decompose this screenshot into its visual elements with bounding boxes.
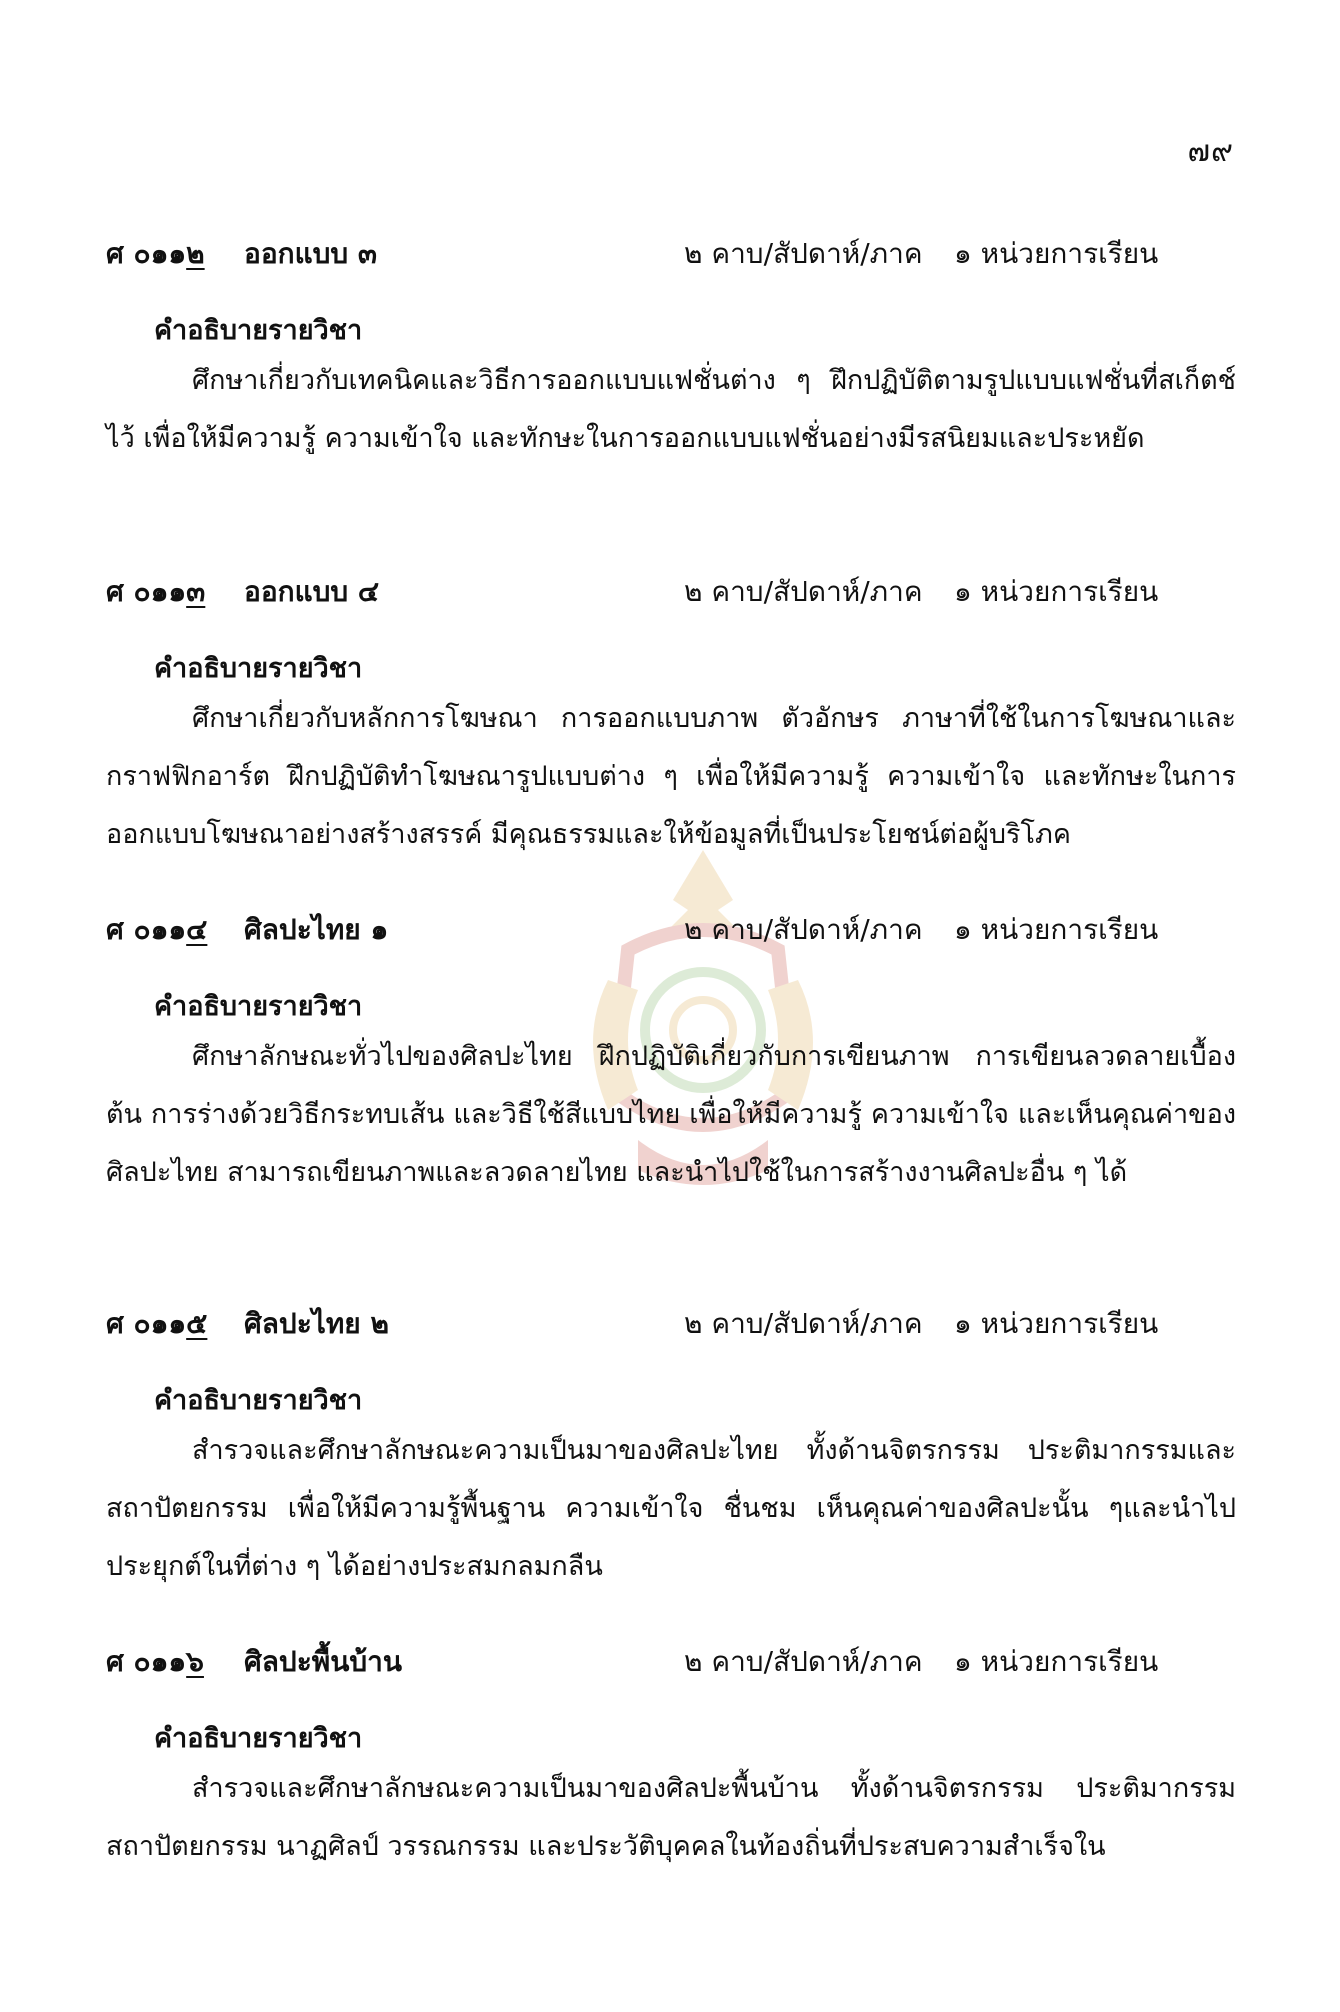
course-credit: ๑ หน่วยการเรียน	[954, 913, 1159, 946]
course-code: ศ ๐๑๑๕	[106, 1307, 208, 1340]
description-label: คำอธิบายรายวิชา	[154, 1385, 363, 1416]
course-credit: ๑ หน่วยการเรียน	[954, 1645, 1159, 1678]
course-header	[106, 908, 1236, 952]
description-label: คำอธิบายรายวิชา	[154, 315, 363, 346]
course-hours: ๒ คาบ/สัปดาห์/ภาค	[684, 913, 923, 946]
course-description: สำรวจและศึกษาลักษณะความเป็นมาของศิลปะพื้นบ้าน ทั้งด้านจิตรกรรม ประติมากรรมสถาปัตยกรรม นาฏศิลป์ วรรณกรรม และประวัติบุคคลในท้องถิ่นที่ประสบความสำเร็จใน	[106, 1773, 1236, 1862]
course-code: ศ ๐๑๑๓	[106, 575, 206, 608]
course-hours: ๒ คาบ/สัปดาห์/ภาค	[684, 1645, 923, 1678]
course-description: ศึกษาเกี่ยวกับเทคนิคและวิธีการออกแบบแฟชั่นต่าง ๆ ฝึกปฏิบัติตามรูปแบบแฟชั่นที่สเก็ตช์ไว้ เพื่อให้มีความรู้ ความเข้าใจ และทักษะในการออกแบบแฟชั่นอย่างมีรสนิยมและประหยัด	[106, 365, 1236, 454]
course-header	[106, 1640, 1236, 1684]
description-label: คำอธิบายรายวิชา	[154, 991, 363, 1022]
course-credit: ๑ หน่วยการเรียน	[954, 237, 1159, 270]
description-label: คำอธิบายรายวิชา	[154, 1723, 363, 1754]
course-section	[106, 1302, 1236, 1596]
course-section	[106, 908, 1236, 1202]
page-number: ๗๙	[1187, 134, 1234, 169]
course-code: ศ ๐๑๑๒	[106, 237, 205, 270]
course-credit: ๑ หน่วยการเรียน	[954, 575, 1159, 608]
course-name: ศิลปะไทย ๑	[244, 913, 389, 946]
course-name: ศิลปะพื้นบ้าน	[244, 1645, 402, 1678]
course-name: ศิลปะไทย ๒	[244, 1307, 389, 1340]
course-hours: ๒ คาบ/สัปดาห์/ภาค	[684, 575, 923, 608]
course-section	[106, 1640, 1236, 1876]
course-header	[106, 570, 1236, 614]
course-header	[106, 1302, 1236, 1346]
description-label: คำอธิบายรายวิชา	[154, 653, 363, 684]
course-name: ออกแบบ ๓	[244, 237, 378, 270]
course-credit: ๑ หน่วยการเรียน	[954, 1307, 1159, 1340]
course-description: สำรวจและศึกษาลักษณะความเป็นมาของศิลปะไทย ทั้งด้านจิตรกรรม ประติมากรรมและสถาปัตยกรรม เพื่อให้มีความรู้พื้นฐาน ความเข้าใจ ชื่นชม เห็นคุณค่าของศิลปะนั้น ๆและนำไปประยุกต์ในที่ต่าง ๆ ได้อย่างประสมกลมกลืน	[106, 1435, 1236, 1582]
course-description: ศึกษาลักษณะทั่วไปของศิลปะไทย ฝึกปฏิบัติเกี่ยวกับการเขียนภาพ การเขียนลวดลายเบื้องต้น การร่างด้วยวิธีกระทบเส้น และวิธีใช้สีแบบไทย เพื่อให้มีความรู้ ความเข้าใจ และเห็นคุณค่าของศิลปะไทย สามารถเขียนภาพและลวดลายไทย และนำไปใช้ในการสร้างงานศิลปะอื่น ๆ ได้	[106, 1041, 1236, 1188]
course-code: ศ ๐๑๑๖	[106, 1645, 204, 1678]
course-section	[106, 232, 1236, 468]
course-hours: ๒ คาบ/สัปดาห์/ภาค	[684, 237, 923, 270]
course-name: ออกแบบ ๔	[244, 575, 380, 608]
course-hours: ๒ คาบ/สัปดาห์/ภาค	[684, 1307, 923, 1340]
course-description: ศึกษาเกี่ยวกับหลักการโฆษณา การออกแบบภาพ ตัวอักษร ภาษาที่ใช้ในการโฆษณาและกราฟฟิกอาร์ต ฝึกปฏิบัติทำโฆษณารูปแบบต่าง ๆ เพื่อให้มีความรู้ ความเข้าใจ และทักษะในการออกแบบโฆษณาอย่างสร้างสรรค์ มีคุณธรรมและให้ข้อมูลที่เป็นประโยชน์ต่อผู้บริโภค	[106, 703, 1236, 850]
course-header	[106, 232, 1236, 276]
course-section	[106, 570, 1236, 864]
course-code: ศ ๐๑๑๔	[106, 913, 208, 946]
